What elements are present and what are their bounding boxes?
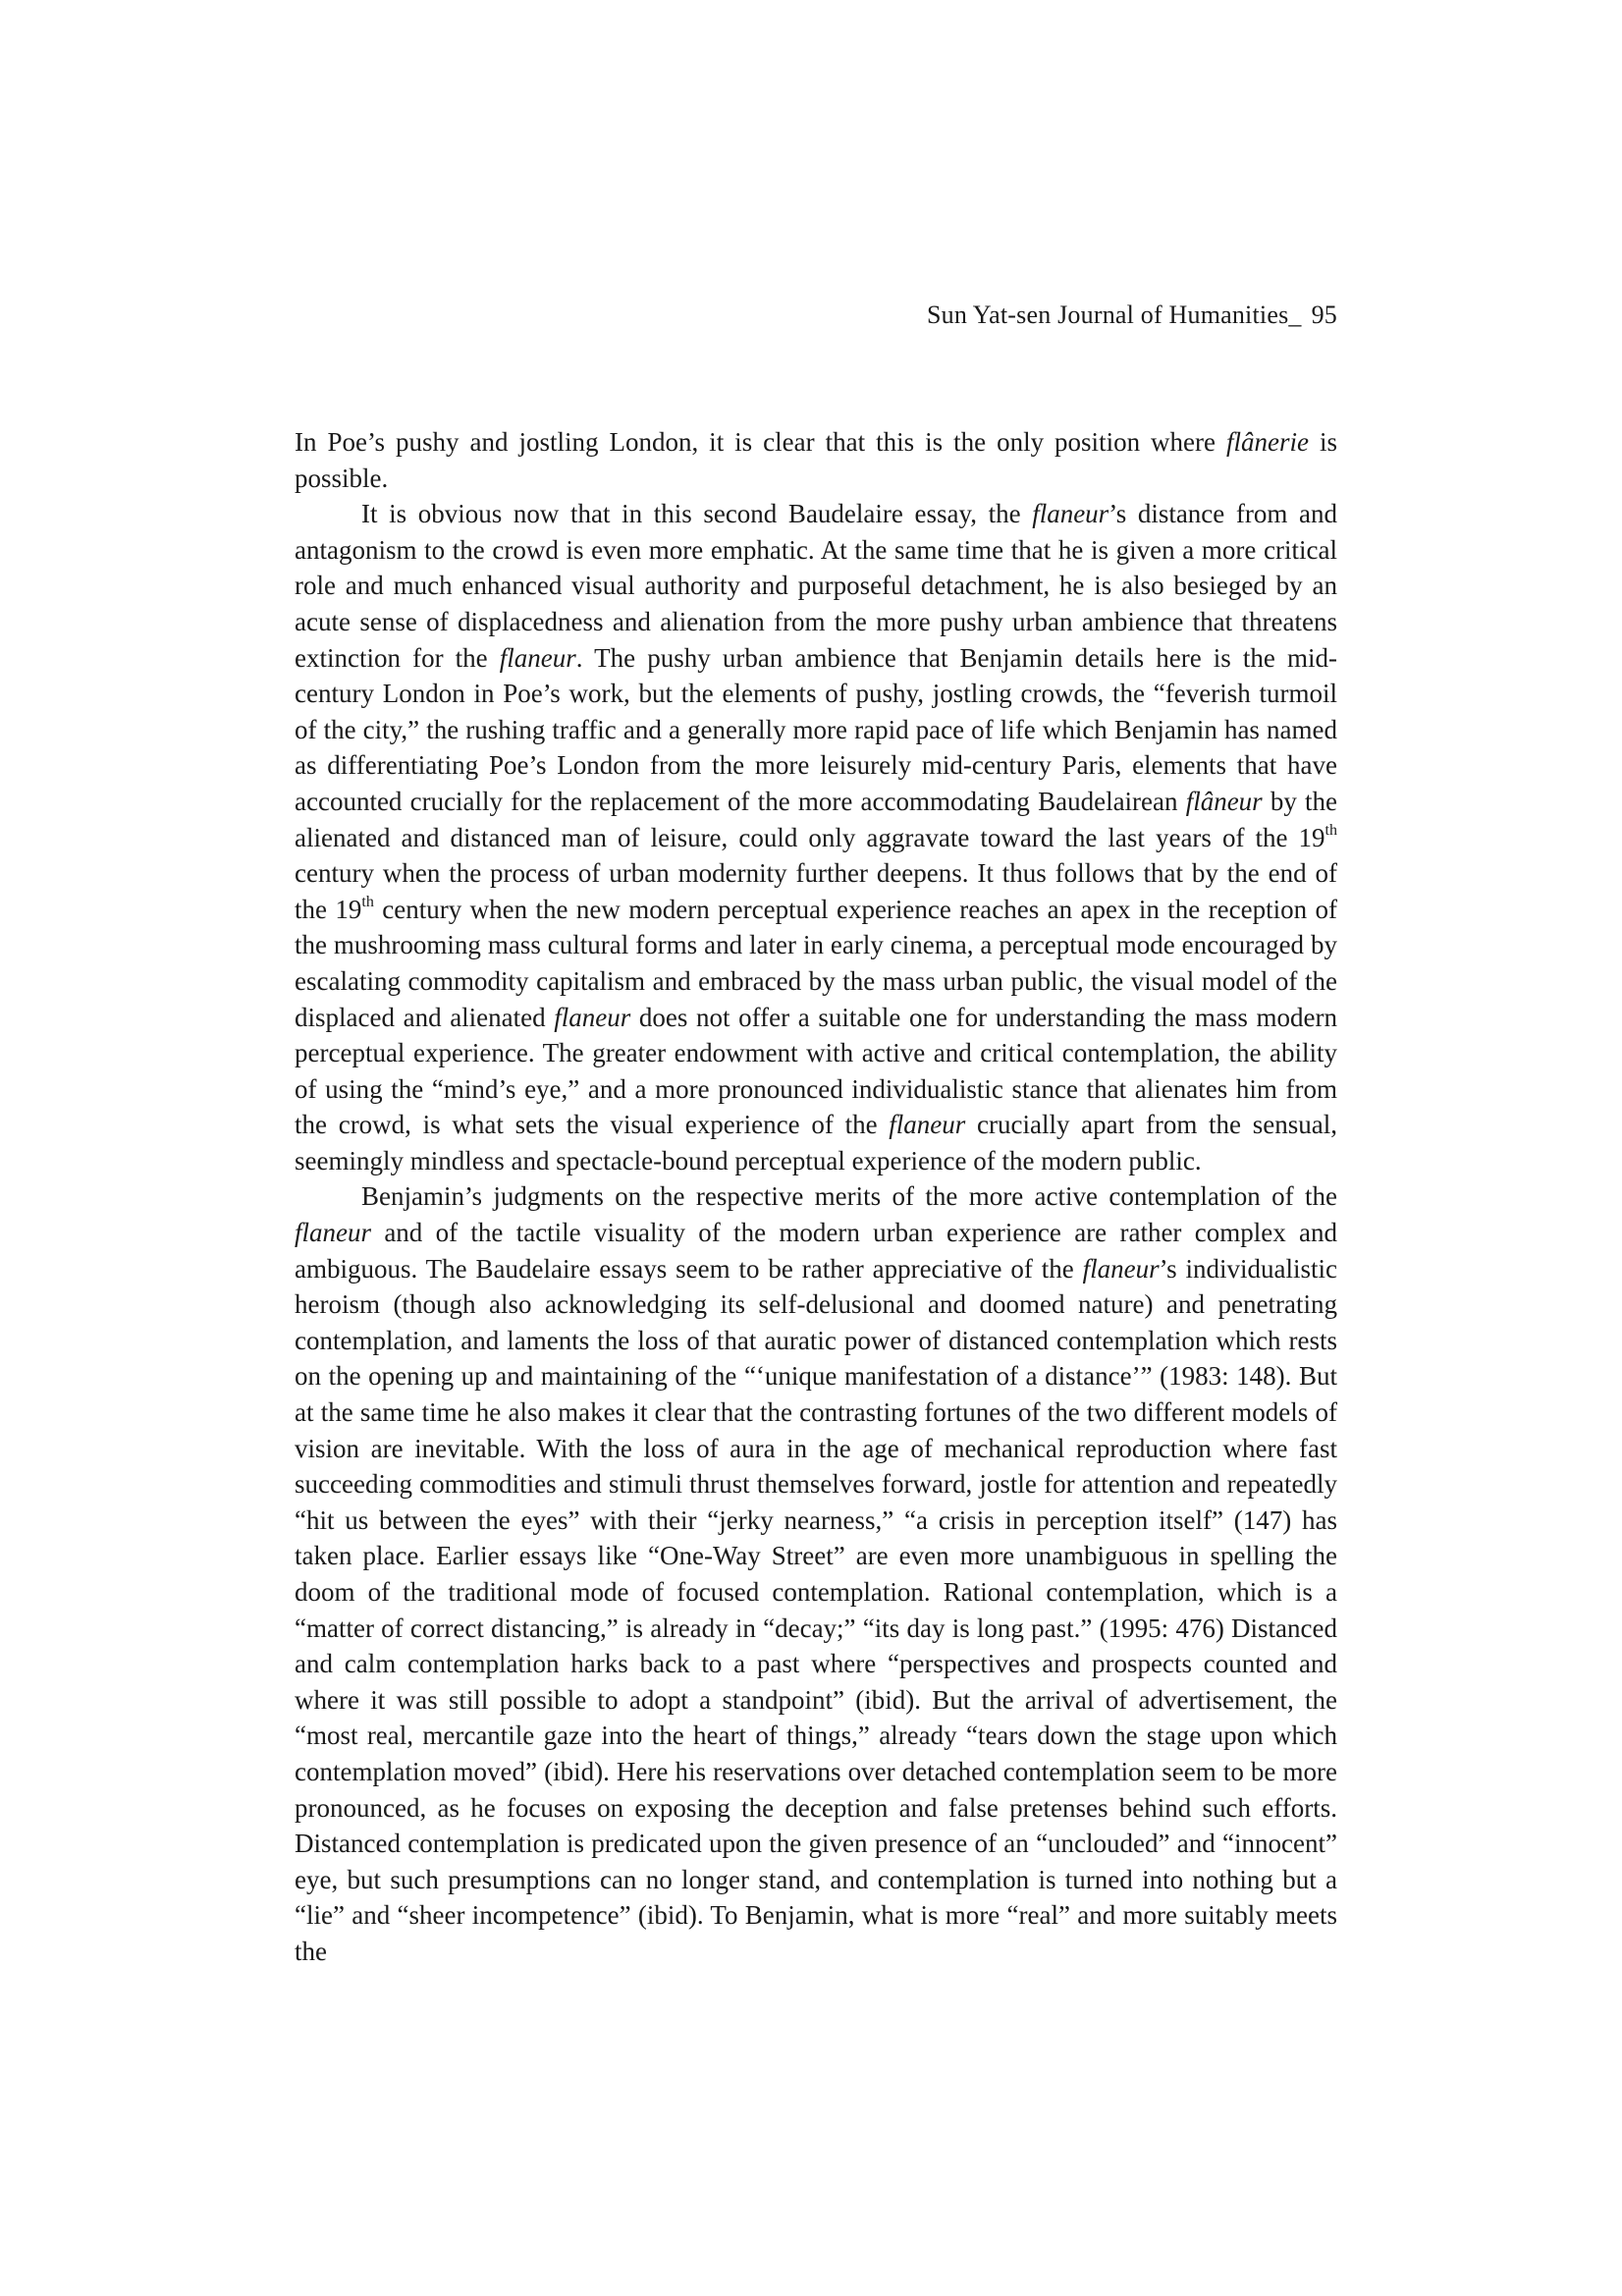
text-run: ’s individualistic heroism (though also acknowledging its self-delusional and doomed nature) and penetrating contemplation, and laments the loss of that auratic power of distanced contemplation which rests on the opening up and maintaining of the “‘unique manifestation of a distance’” (1983: 148). But at the same time he also makes it clear that the contrasting fortunes of the two different models of vision are inevitable. With the loss of aura in the age of mechanical reproduction where fast succeeding commodities and stimuli thrust themselves forward, jostle for attention and repeatedly “hit us between the eyes” with their “jerky nearness,” “a crisis in perception itself” (147) has taken place. Earlier essays like “One-Way Street” are even more unambiguous in spelling the doom of the traditional mode of focused contemplation. Rational contemplation, which is a “matter of correct distancing,” is already in “decay;” “its day is long past.” (1995: 476) Distanced and calm contemplation harks back to a past where “perspectives and prospects counted and where it was still possible to adopt a standpoint” (ibid). But the arrival of advertisement, the “most real, mercantile gaze into the heart of things,” already “tears down the stage upon which contemplation moved” (ibid). Here his reservations over detached contemplation seem to be more pronounced, as he focuses on exposing the deception and false pretenses behind such efforts. Distanced contemplation is predicated upon the given presence of an “unclouded” and “innocent” eye, but such presumptions can no longer stand, and contemplation is turned into nothing but a “lie” and “sheer incompetence” (ibid). To Benjamin, what is more “real” and more suitably meets the xyxy=(295,1253,1337,1966)
page-number: 95 xyxy=(1311,301,1337,329)
text-run: is possible. xyxy=(295,427,1337,493)
text-run: Benjamin’s judgments on the respective merits of the more active contemplation of the xyxy=(361,1181,1337,1212)
ordinal-suffix: th xyxy=(1325,821,1337,839)
italic-term: flâneur xyxy=(1185,786,1263,816)
running-head xyxy=(927,301,1337,330)
text-run: by the alienated and distanced man of leisure, could only aggravate toward the last years of the 19 xyxy=(295,786,1337,852)
text-run: century when the process of urban modernity further deepens. It thus follows that by the end of the 19 xyxy=(295,858,1337,924)
paragraph-2 xyxy=(295,496,1337,1178)
text-run: In Poe’s pushy and jostling London, it is clear that this is the only position where xyxy=(295,427,1227,457)
italic-term: flaneur xyxy=(554,1002,631,1032)
text-run: ’s distance from and antagonism to the crowd is even more emphatic. At the same time that he is given a more critical role and much enhanced visual authority and purposeful detachment, he is also besieged by an acute sense of displacedness and alienation from the more pushy urban ambience that threatens extinction for the xyxy=(295,499,1337,673)
text-run: and of the tactile visuality of the modern urban experience are rather complex and ambiguous. The Baudelaire essays seem to be rather appreciative of the xyxy=(295,1218,1337,1284)
text-run: . The pushy urban ambience that Benjamin details here is the mid-century London in Poe’s work, but the elements of pushy, jostling crowds, the “feverish turmoil of the city,” the rushing traffic and a generally more rapid pace of life which Benjamin has named as differentiating Poe’s London from the more leisurely mid-century Paris, elements that have accounted crucially for the replacement of the more accommodating Baudelairean xyxy=(295,642,1337,816)
body-text xyxy=(295,424,1337,1970)
italic-term: flaneur xyxy=(1032,499,1109,529)
italic-term: flaneur xyxy=(1082,1253,1160,1284)
paragraph-1 xyxy=(295,424,1337,496)
text-run: century when the new modern perceptual experience reaches an apex in the reception of the mushrooming mass cultural forms and later in early cinema, a perceptual mode encouraged by escalating commodity capitalism and embraced by the mass urban public, the visual model of the displaced and alienated xyxy=(295,894,1337,1032)
ordinal-suffix: th xyxy=(361,893,374,910)
text-run: does not offer a suitable one for understanding the mass modern perceptual experience. The greater endowment with active and critical contemplation, the ability of using the “mind’s eye,” and a more pronounced individualistic stance that alienates him from the crowd, is what sets the visual experience of the xyxy=(295,1002,1338,1140)
italic-term: flânerie xyxy=(1226,427,1309,457)
paragraph-3 xyxy=(295,1178,1337,1969)
text-run: It is obvious now that in this second Baudelaire essay, the xyxy=(361,499,1033,529)
italic-term: flaneur xyxy=(295,1218,371,1248)
italic-term: flaneur xyxy=(499,642,576,673)
text-run: crucially apart from the sensual, seemingly mindless and spectacle-bound perceptual experience of the modern public. xyxy=(295,1110,1337,1175)
italic-term: flaneur xyxy=(889,1110,966,1140)
journal-title: Sun Yat-sen Journal of Humanities_ xyxy=(926,301,1302,329)
